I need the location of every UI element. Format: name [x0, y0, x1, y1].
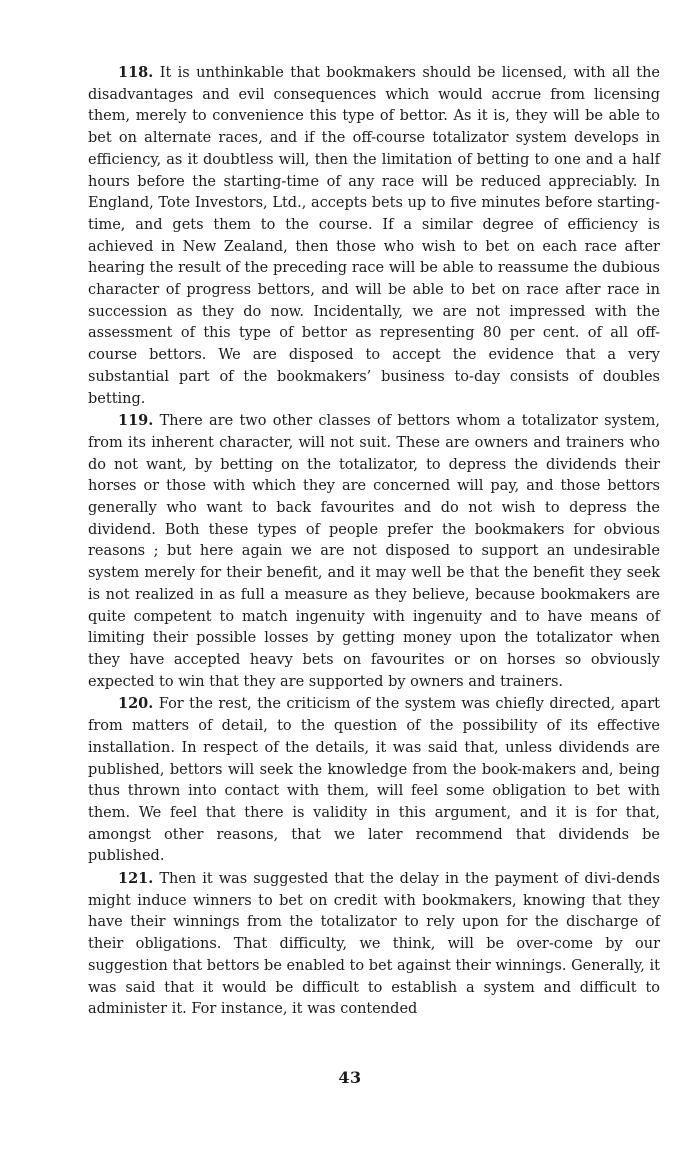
paragraph-text: Then it was suggested that the delay in the payment of divi-dends might induce winners to bet on credit with bookmakers, knowing that they have their winnings from the totalizator to rely upon for the discharge of their obligations. That difficulty, we think, will be over-come by our suggestion that bettors be enabled to bet against their winnings. Generally, it was said that it would be difficult to establish a system and difficult to administer it. For instance, it was contended	[88, 871, 660, 1018]
paragraph-number: 120.	[118, 695, 154, 713]
page-number: 43	[338, 1068, 362, 1087]
document-body	[88, 62, 660, 1021]
paragraph-number: 118.	[118, 64, 154, 81]
paragraph-121	[88, 868, 660, 1021]
paragraph-text: There are two other classes of bettors whom a totalizator system, from its inherent character, will not suit. These are owners and trainers who do not want, by betting on the totalizator, to depress the dividends their horses or those with which they are concerned will pay, and those bettors generally who want to back favourites and do not wish to depress the dividend. Both these types of people prefer the bookmakers for obvious reasons ; but here again we are not disposed to support an undesirable system merely for their benefit, and it may well be that the benefit they seek is not realized in as full a measure as they believe, because bookmakers are quite competent to match ingenuity with ingenuity and to have means of limiting their possible losses by getting money upon the totalizator when they have accepted heavy bets on favourites or on horses so obviously expected to win that they are supported by owners and trainers.	[88, 413, 660, 690]
paragraph-text: For the rest, the criticism of the system was chiefly directed, apart from matters of detail, to the question of the possibility of its effective installation. In respect of the details, it was said that, unless dividends are published, bettors will seek the knowledge from the book-makers and, being thus thrown into contact with them, will feel some obligation to bet with them. We feel that there is validity in this argument, and it is for that, amongst other reasons, that we later recommend that dividends be published.	[88, 696, 661, 865]
paragraph-number: 119.	[118, 412, 154, 430]
paragraph-119	[88, 410, 660, 693]
paragraph-120	[88, 693, 660, 868]
paragraph-number: 121.	[118, 870, 154, 888]
paragraph-text: It is unthinkable that bookmakers should be licensed, with all the disadvantages and evil consequences which would accrue from licensing them, merely to convenience this type of bettor. As it is, they will be able to bet on alternate races, and if the off-course totalizator system develops in efficiency, as it doubtless will, then the limitation of betting to one and a half hours before the starting-time of any race will be reduced appreciably. In England, Tote Investors, Ltd., accepts bets up to five minutes before starting-time, and gets them to the course. If a similar degree of efficiency is achieved in New Zealand, then those who wish to bet on each race after hearing the result of the preceding race will be able to reassume the dubious character of progress bettors, and will be able to bet on race after race in succession as they do now. Incidentally, we are not impressed with the assessment of this type of bettor as representing 80 per cent. of all off-course bettors. We are disposed to accept the evidence that a very substantial part of the bookmakers’ business to-day consists of doubles betting.	[88, 65, 661, 407]
paragraph-118	[88, 62, 660, 410]
